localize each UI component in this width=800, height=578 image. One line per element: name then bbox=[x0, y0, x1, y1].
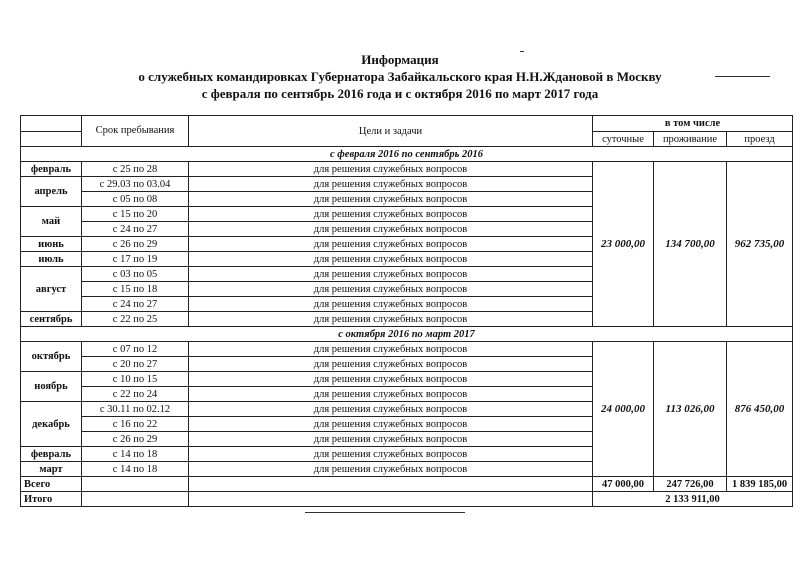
period-cell: с 17 по 19 bbox=[82, 252, 189, 267]
month-cell: февраль bbox=[21, 162, 82, 177]
goal-cell: для решения служебных вопросов bbox=[189, 312, 593, 327]
period-cell: с 22 по 24 bbox=[82, 387, 189, 402]
grand-total-label: Итого bbox=[21, 492, 82, 507]
month-cell: август bbox=[21, 267, 82, 312]
total-travel: 1 839 185,00 bbox=[727, 477, 793, 492]
month-cell: май bbox=[21, 207, 82, 237]
goal-cell: для решения служебных вопросов bbox=[189, 447, 593, 462]
goal-cell: для решения служебных вопросов bbox=[189, 387, 593, 402]
section2-travel: 876 450,00 bbox=[727, 342, 793, 477]
period-cell: с 29.03 по 03.04 bbox=[82, 177, 189, 192]
month-cell: сентябрь bbox=[21, 312, 82, 327]
header-travel: проезд bbox=[727, 132, 793, 147]
margin-line bbox=[715, 76, 770, 77]
scan-mark bbox=[520, 51, 524, 52]
section2-daily: 24 000,00 bbox=[593, 342, 654, 477]
period-cell: с 16 по 22 bbox=[82, 417, 189, 432]
document-title: Информация bbox=[361, 52, 439, 67]
document-subtitle-line1: о служебных командировках Губернатора Забайкальского края Н.Н.Ждановой в Москву bbox=[138, 69, 662, 84]
section2-lodging: 113 026,00 bbox=[654, 342, 727, 477]
goal-cell: для решения служебных вопросов bbox=[189, 237, 593, 252]
total-lodging: 247 726,00 bbox=[654, 477, 727, 492]
period-cell: с 03 по 05 bbox=[82, 267, 189, 282]
goal-cell: для решения служебных вопросов bbox=[189, 462, 593, 477]
period-cell: с 22 по 25 bbox=[82, 312, 189, 327]
period-cell: с 26 по 29 bbox=[82, 237, 189, 252]
period-cell: с 20 по 27 bbox=[82, 357, 189, 372]
section1-daily: 23 000,00 bbox=[593, 162, 654, 327]
goal-cell: для решения служебных вопросов bbox=[189, 417, 593, 432]
period-cell: с 14 по 18 bbox=[82, 462, 189, 477]
trips-table bbox=[20, 115, 793, 507]
total-label: Всего bbox=[21, 477, 82, 492]
period-cell: с 30.11 по 02.12 bbox=[82, 402, 189, 417]
goal-cell: для решения служебных вопросов bbox=[189, 357, 593, 372]
total-daily: 47 000,00 bbox=[593, 477, 654, 492]
grand-total-value: 2 133 911,00 bbox=[593, 492, 793, 507]
header-period: Срок пребывания bbox=[82, 116, 189, 147]
goal-cell: для решения служебных вопросов bbox=[189, 162, 593, 177]
goal-cell: для решения служебных вопросов bbox=[189, 372, 593, 387]
goal-cell: для решения служебных вопросов bbox=[189, 432, 593, 447]
header-daily: суточные bbox=[593, 132, 654, 147]
period-cell: с 24 по 27 bbox=[82, 222, 189, 237]
document-subtitle-line2: с февраля по сентябрь 2016 года и с октября 2016 по март 2017 года bbox=[201, 86, 599, 101]
month-cell: апрель bbox=[21, 177, 82, 207]
period-cell: с 05 по 08 bbox=[82, 192, 189, 207]
period-cell: с 25 по 28 bbox=[82, 162, 189, 177]
goal-cell: для решения служебных вопросов bbox=[189, 222, 593, 237]
month-cell: март bbox=[21, 462, 82, 477]
section-title-2: с октября 2016 по март 2017 bbox=[21, 327, 793, 342]
month-cell: июль bbox=[21, 252, 82, 267]
period-cell: с 14 по 18 bbox=[82, 447, 189, 462]
header-including: в том числе bbox=[593, 116, 793, 132]
goal-cell: для решения служебных вопросов bbox=[189, 297, 593, 312]
goal-cell: для решения служебных вопросов bbox=[189, 282, 593, 297]
period-cell: с 07 по 12 bbox=[82, 342, 189, 357]
period-cell: с 24 по 27 bbox=[82, 297, 189, 312]
period-cell: с 26 по 29 bbox=[82, 432, 189, 447]
section1-travel: 962 735,00 bbox=[727, 162, 793, 327]
goal-cell: для решения служебных вопросов bbox=[189, 402, 593, 417]
footer-line bbox=[305, 512, 465, 513]
month-cell: июнь bbox=[21, 237, 82, 252]
month-cell: декабрь bbox=[21, 402, 82, 447]
section-title-1: с февраля 2016 по сентябрь 2016 bbox=[21, 147, 793, 162]
goal-cell: для решения служебных вопросов bbox=[189, 177, 593, 192]
period-cell: с 10 по 15 bbox=[82, 372, 189, 387]
goal-cell: для решения служебных вопросов bbox=[189, 267, 593, 282]
month-cell: октябрь bbox=[21, 342, 82, 372]
section1-lodging: 134 700,00 bbox=[654, 162, 727, 327]
header-goals: Цели и задачи bbox=[189, 116, 593, 147]
goal-cell: для решения служебных вопросов bbox=[189, 207, 593, 222]
goal-cell: для решения служебных вопросов bbox=[189, 252, 593, 267]
goal-cell: для решения служебных вопросов bbox=[189, 342, 593, 357]
period-cell: с 15 по 18 bbox=[82, 282, 189, 297]
period-cell: с 15 по 20 bbox=[82, 207, 189, 222]
goal-cell: для решения служебных вопросов bbox=[189, 192, 593, 207]
month-cell: ноябрь bbox=[21, 372, 82, 402]
month-cell: февраль bbox=[21, 447, 82, 462]
header-lodging: проживание bbox=[654, 132, 727, 147]
